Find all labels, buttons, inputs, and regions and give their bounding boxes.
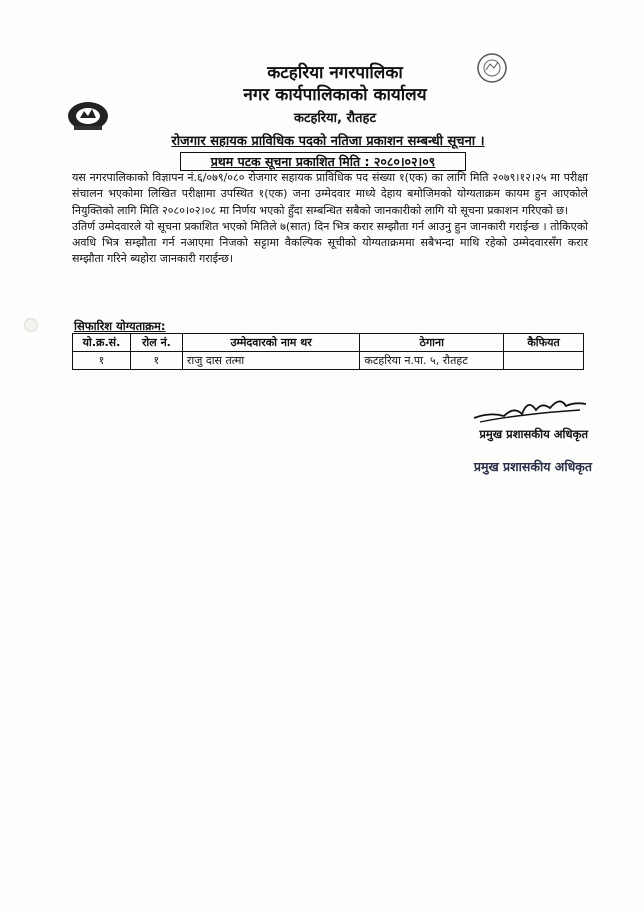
office-address: कटहरिया, रौतहट: [293, 111, 377, 126]
signatory-title: प्रमुख प्रशासकीय अधिकृत: [479, 427, 588, 441]
col-remarks: कैफियत: [504, 334, 584, 352]
notice-body: [72, 170, 588, 268]
seal-emblem-icon: [454, 46, 564, 146]
cell-remarks: [504, 352, 584, 370]
col-name: उम्मेदवारको नाम थर: [182, 334, 360, 352]
table-header-row: [73, 334, 584, 352]
notice-title: रोजगार सहायक प्राविधिक पदको नतिजा प्रकाशन सम्बन्धी सूचना ।: [171, 134, 485, 149]
col-address: ठेगाना: [360, 334, 504, 352]
cell-address: कटहरिया न.पा. ५, रौतहट: [360, 352, 504, 370]
cell-roll: १: [130, 352, 182, 370]
signatory-stamp: प्रमुख प्रशासकीय अधिकृत: [473, 459, 592, 474]
signature-icon: [470, 392, 590, 428]
office-name: कटहरिया नगरपालिका: [267, 63, 403, 83]
results-table: [72, 333, 584, 370]
recommendation-label: सिफारिश योग्यताक्रम:: [74, 319, 166, 333]
body-paragraph-1: यस नगरपालिकाको विज्ञापन नं.६/०७९/०८० रोजगार सहायक प्राविधिक पद संख्या १(एक) का लागि मिति २०७९।१२।२५ मा परीक्षा संचालन भएकोमा लिखित परीक्षामा उपस्थित १(एक) जना उम्मेदवार माध्ये देहाय बमोजिमको योग्यताक्रम कायम हुन आएकोले नियुक्तिको लागि मिति २०८०।०२।०८ मा निर्णय भएको हुँदा सम्बन्धित सबैको जानकारीको लागि यो सूचना प्रकाशन गरिएको छ।: [72, 171, 588, 217]
col-roll: रोल नं.: [130, 334, 182, 352]
publish-date-banner: प्रथम पटक सूचना प्रकाशित मिति : २०८०।०२।०९: [180, 152, 466, 171]
letterhead: [200, 62, 470, 129]
nepal-emblem-icon: [66, 92, 110, 132]
col-serial: यो.क्र.सं.: [73, 334, 131, 352]
office-seal: [454, 46, 564, 146]
office-subtitle: नगर कार्यपालिकाको कार्यालय: [243, 85, 427, 105]
punch-hole: [24, 318, 38, 332]
cell-name: राजु दास तत्मा: [182, 352, 360, 370]
body-paragraph-2: उतिर्ण उम्मेदवारले यो सूचना प्रकाशित भएको मितिले ७(सात) दिन भित्र करार सम्झौता गर्न आउनु हुन जानकारी गराईन्छ । तोकिएको अवधि भित्र सम्झौता गर्न नआएमा निजको सट्टामा वैकल्पिक सूचीको योग्यताक्रममा सबैभन्दा माथि रहेको उम्मेदवारसँग करार सम्झौता गरिने ब्यहोरा जानकारी गराईन्छ।: [72, 219, 588, 266]
table-row: [73, 352, 584, 370]
cell-serial: १: [73, 352, 131, 370]
